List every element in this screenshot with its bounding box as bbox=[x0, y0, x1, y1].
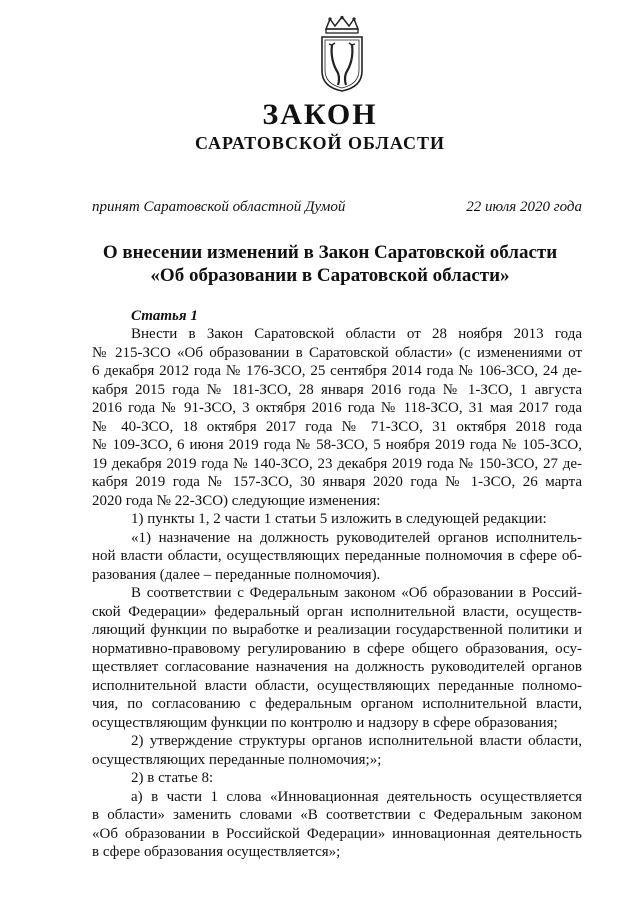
text-line: Внести в Закон Саратовской области от 28 ноября 2013 года bbox=[131, 326, 582, 342]
law-title-line-1: О внесении изменений в Закон Саратовской области bbox=[102, 242, 558, 263]
text-line: 1) пункты 1, 2 части 1 статьи 5 изложить в следующей редакции: bbox=[131, 511, 547, 527]
text-line: 2) утверждение структуры органов исполнительной власти области, bbox=[131, 733, 582, 749]
text-line: кабря 2015 года № 181-ЗСО, 28 января 2016 года № 1-ЗСО, 1 августа bbox=[92, 381, 582, 398]
law-title-line-2: «Об образовании в Саратовской области» bbox=[150, 265, 510, 286]
document-title: ЗАКОН bbox=[262, 98, 378, 131]
text-line: а) в части 1 слова «Инновационная деятельность осуществляется bbox=[131, 788, 582, 805]
text-line: ществляет согласование назначения на должность руководителей органов bbox=[92, 659, 582, 675]
text-line: нормативно-правовому регулированию в сфере общего образования, осу- bbox=[92, 640, 582, 657]
text-line: 6 декабря 2012 года № 176-ЗСО, 25 сентября 2014 года № 106-ЗСО, 24 де- bbox=[92, 363, 582, 379]
text-line: чия, по согласованию с федеральным органом исполнительной власти, bbox=[92, 696, 582, 712]
article-body bbox=[92, 325, 582, 862]
adoption-body: принят Саратовской областной Думой bbox=[92, 199, 346, 215]
text-line: кабря 2019 года № 157-ЗСО, 30 января 2020 года № 1-ЗСО, 26 марта bbox=[92, 474, 582, 490]
text-line: ной власти области, осуществляющих переданные полномочия в сфере об- bbox=[92, 548, 582, 564]
law-title bbox=[60, 241, 600, 287]
text-line: разования (далее – переданные полномочия). bbox=[92, 566, 381, 583]
text-line: 2) в статье 8: bbox=[131, 770, 214, 786]
text-line: 2020 года № 22-ЗСО) следующие изменения: bbox=[92, 492, 381, 509]
text-line: «1) назначение на должность руководителей органов исполнитель- bbox=[131, 529, 582, 546]
text-line: № 109-ЗСО, 6 июня 2019 года № 58-ЗСО, 5 ноября 2019 года № 105-ЗСО, bbox=[92, 437, 582, 453]
text-line: № 215-ЗСО «Об образовании в Саратовской области» (с изменениями от bbox=[92, 344, 582, 361]
text-line: 19 декабря 2019 года № 140-ЗСО, 23 декабря 2019 года № 150-ЗСО, 27 де- bbox=[92, 455, 582, 472]
text-line: № 40-ЗСО, 18 октября 2017 года № 71-ЗСО, 31 октября 2018 года bbox=[92, 418, 582, 435]
adoption-date: 22 июля 2020 года bbox=[466, 199, 582, 215]
document-subtitle: САРАТОВСКОЙ ОБЛАСТИ bbox=[194, 133, 446, 153]
text-line: 2016 года № 91-ЗСО, 3 октября 2016 года № 118-ЗСО, 31 мая 2017 года bbox=[92, 400, 582, 416]
article-heading: Статья 1 bbox=[131, 308, 198, 324]
text-line: ляющий функции по выработке и реализации государственной политики и bbox=[92, 622, 582, 638]
saratov-coat-of-arms-icon bbox=[318, 15, 366, 93]
text-line: ской Федерации» федеральный орган исполнительной власти, осуществ- bbox=[92, 603, 582, 620]
text-line: в сфере образования осуществляется»; bbox=[92, 844, 341, 860]
text-line: осуществляющим функции по контролю и надзору в сфере образования; bbox=[92, 714, 558, 731]
text-line: В соответствии с Федеральным законом «Об образовании в Россий- bbox=[131, 585, 582, 601]
text-line: в области» заменить словами «В соответствии с Федеральным законом bbox=[92, 807, 582, 823]
text-line: «Об образовании в Российской Федерации» инновационная деятельность bbox=[92, 825, 582, 842]
text-line: осуществляющих переданные полномочия;»; bbox=[92, 751, 382, 768]
text-line: исполнительной власти области, осуществляющих переданные полномо- bbox=[92, 677, 582, 694]
